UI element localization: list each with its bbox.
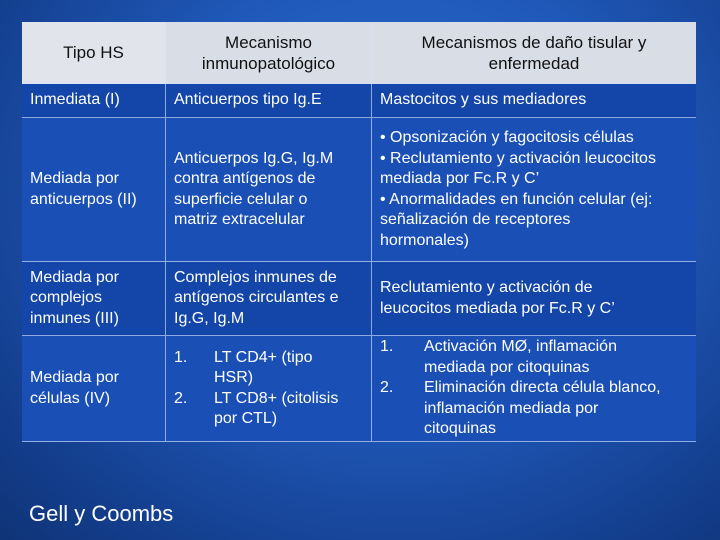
list-number: 1. (380, 338, 394, 356)
cell-line: Mediada por (30, 170, 119, 187)
cell-line: contra antígenos de (174, 170, 316, 187)
list-text: por CTL) (214, 410, 278, 427)
header-mecanismo (166, 22, 372, 84)
row-celulas-dano (372, 336, 696, 442)
cell-line: Complejos inmunes de (174, 268, 337, 286)
row-inmediata-dano (372, 84, 696, 118)
cell-line: Mediada por (30, 268, 119, 286)
cell-line: superficie celular o (174, 190, 308, 208)
row-celulas-mecanismo (166, 336, 372, 442)
header-mecanismo-line: Mecanismo (225, 32, 312, 52)
header-tipo-hs (22, 22, 166, 84)
row-celulas-tipo (22, 336, 166, 442)
list-text: mediada por citoquinas (424, 358, 590, 376)
mecanismo-numbered-list (174, 348, 363, 430)
list-item (174, 389, 363, 430)
row-anticuerpos-mecanismo (166, 118, 372, 262)
list-number: 2. (380, 379, 394, 397)
hypersensitivity-table (22, 22, 696, 442)
cell-line: matriz extracelular (174, 211, 305, 228)
cell-line: Reclutamiento y activación de (380, 279, 593, 296)
cell-line: señalización de receptores (380, 211, 571, 228)
list-text: Eliminación directa célula blanco, (424, 379, 661, 397)
row-inmediata-tipo (22, 84, 166, 118)
cell-line: anticuerpos (II) (30, 190, 137, 208)
list-item (174, 348, 363, 389)
list-text: citoquinas (424, 420, 497, 438)
row-inmediata-mecanismo (166, 84, 372, 118)
header-tipo-hs-text: Tipo HS (63, 43, 124, 62)
row-complejos-dano (372, 262, 696, 336)
list-text: Activación MØ, inflamación (424, 338, 617, 356)
cell-line: • Reclutamiento y activación leucocitos (380, 149, 656, 167)
footer-citation: Gell y Coombs (29, 501, 174, 526)
cell-line: antígenos circulantes e (174, 289, 339, 307)
cell-line: complejos (30, 289, 103, 307)
cell-line: Inmediata (I) (30, 91, 120, 109)
header-dano-tisular (372, 22, 696, 84)
header-dano-line: Mecanismos de daño tisular y (421, 32, 647, 52)
row-anticuerpos-dano (372, 118, 696, 262)
list-text: HSR) (214, 369, 254, 386)
list-item (380, 378, 688, 440)
cell-line: inmunes (III) (30, 309, 119, 327)
cell-line: • Anormalidades en función celular (ej: (380, 190, 653, 208)
cell-line: hormonales) (380, 231, 469, 249)
cell-line: Mastocitos y sus mediadores (380, 91, 587, 109)
cell-line: Mediada por (30, 369, 119, 386)
cell-line: células (IV) (30, 389, 111, 407)
cell-line: Anticuerpos tipo Ig.E (174, 91, 322, 109)
row-complejos-tipo (22, 262, 166, 336)
list-text: LT CD8+ (citolisis (214, 389, 339, 407)
cell-line: mediada por Fc.R y C’ (380, 170, 540, 187)
list-number: 2. (174, 389, 188, 407)
list-text: inflamación mediada por (424, 399, 599, 417)
cell-line: leucocitos mediada por Fc.R y C’ (380, 299, 615, 317)
header-dano-line: enfermedad (488, 53, 580, 73)
cell-line: Anticuerpos Ig.G, Ig.M (174, 149, 334, 167)
header-mecanismo-line: inmunopatológico (201, 53, 336, 73)
row-complejos-mecanismo (166, 262, 372, 336)
row-anticuerpos-tipo (22, 118, 166, 262)
dano-numbered-list (380, 337, 688, 440)
list-item (380, 337, 688, 378)
cell-line: Ig.G, Ig.M (174, 309, 245, 327)
cell-line: • Opsonización y fagocitosis células (380, 129, 634, 146)
list-number: 1. (174, 348, 188, 366)
list-text: LT CD4+ (tipo (214, 348, 313, 366)
